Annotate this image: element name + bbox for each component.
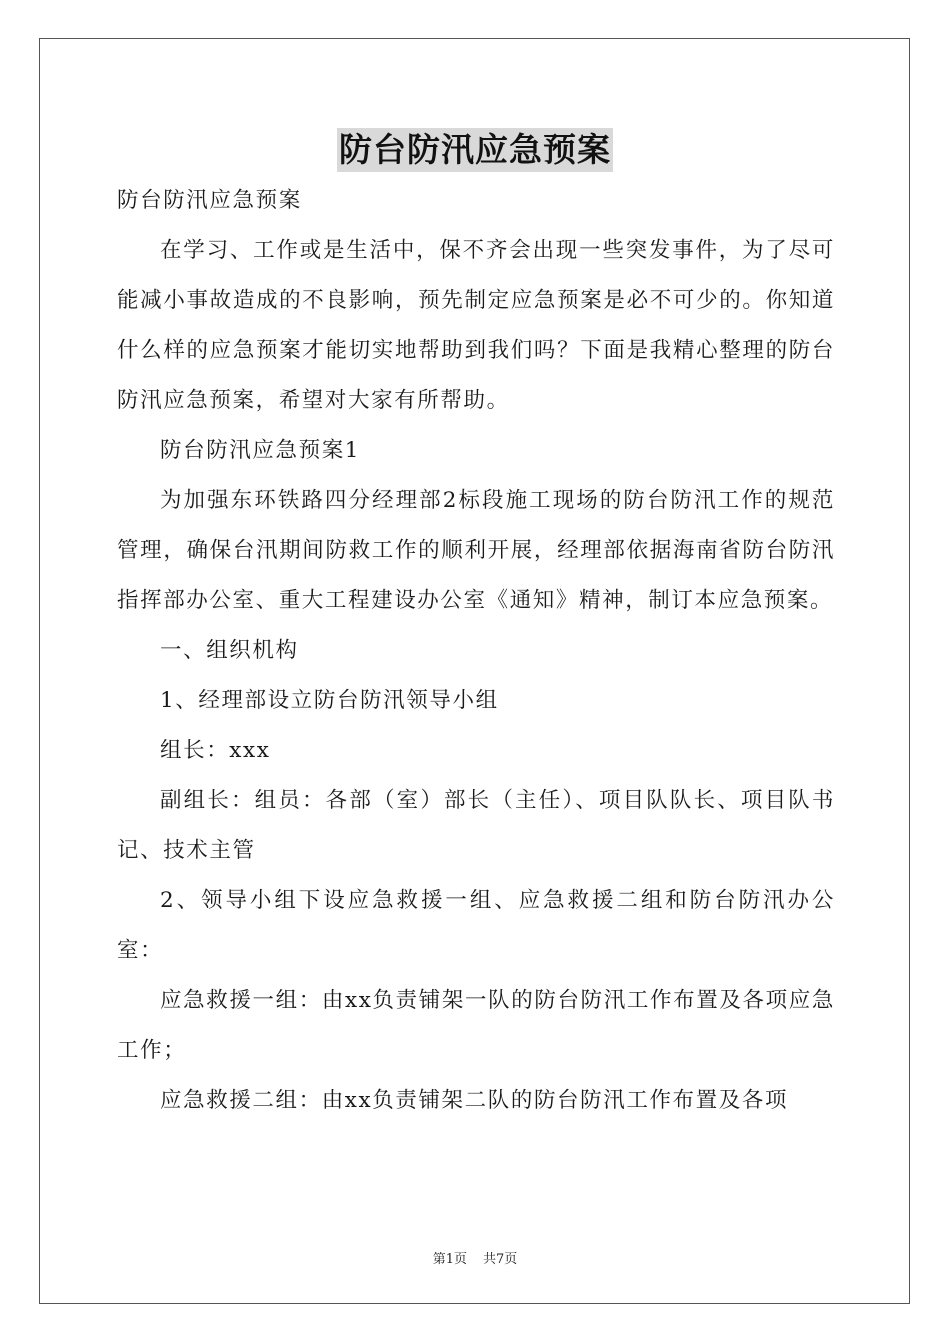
paragraph: 2、领导小组下设应急救援一组、应急救援二组和防台防汛办公室： [117, 888, 835, 963]
paragraph: 1、经理部设立防台防汛领导小组 [160, 688, 499, 713]
paragraph: 组长：xxx [160, 738, 271, 763]
section-heading: 一、组织机构 [160, 638, 299, 663]
paragraph: 防台防汛应急预案 [117, 188, 302, 213]
page-total: 共7页 [483, 1252, 518, 1267]
paragraph: 应急救援二组：由xx负责铺架二队的防台防汛工作布置及各项 [160, 1088, 789, 1113]
paragraph: 副组长：组员：各部（室）部长（主任）、项目队队长、项目队书记、技术主管 [117, 788, 835, 863]
page-number: 第1页 [432, 1252, 467, 1267]
paragraph: 应急救援一组：由xx负责铺架一队的防台防汛工作布置及各项应急工作； [117, 988, 835, 1063]
title-area [0, 128, 950, 172]
paragraph: 在学习、工作或是生活中，保不齐会出现一些突发事件，为了尽可能减小事故造成的不良影响，预先制定应急预案是必不可少的。你知道什么样的应急预案才能切实地帮助到我们吗？下面是我精心整理的防台防汛应急预案，希望对大家有所帮助。 [117, 238, 835, 413]
paragraph: 为加强东环铁路四分经理部2标段施工现场的防台防汛工作的规范管理，确保台汛期间防救工作的顺利开展，经理部依据海南省防台防汛指挥部办公室、重大工程建设办公室《通知》精神，制订本应急预案。 [117, 488, 835, 613]
page-footer [0, 1248, 950, 1267]
section-heading: 防台防汛应急预案1 [160, 438, 361, 463]
document-title: 防台防汛应急预案 [337, 128, 613, 172]
document-body [117, 176, 835, 1126]
